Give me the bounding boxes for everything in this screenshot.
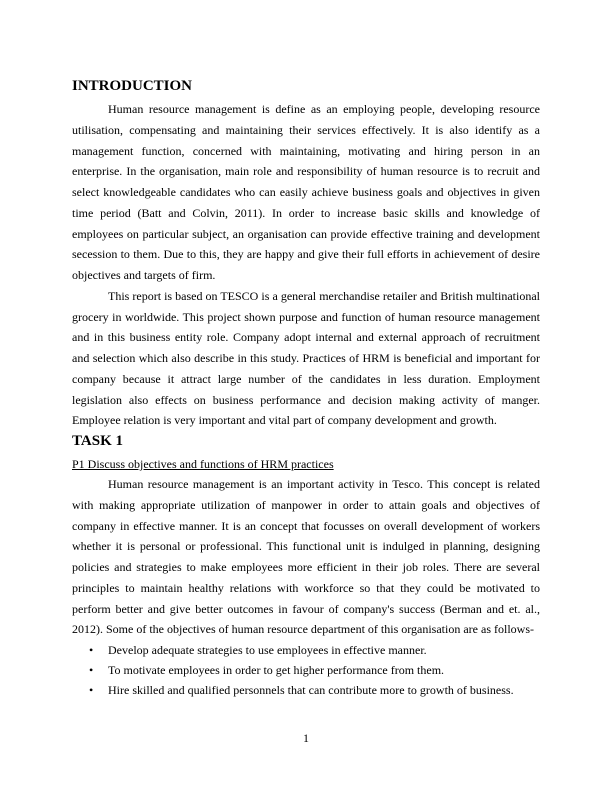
introduction-heading: INTRODUCTION — [72, 78, 193, 94]
list-item-text: To motivate employees in order to get higher performance from them. — [108, 663, 445, 677]
list-item-text: Develop adequate strategies to use employees in effective manner. — [108, 643, 427, 657]
bullet-icon: • — [89, 643, 94, 657]
task1-paragraph: Human resource management is an important activity in Tesco. This concept is related with making appropriate utilization of manpower in order to attain goals and objectives of company in effective manner. It is an concept that focusses on overall development of workers whether it is personal or professional. This functional unit is indulged in planning, designing policies and strategies to make employees more efficient in their job roles. There are several principles to maintain healthy relations with workforce so that they could be motivated to perform better and give better outcomes in favour of company's success (Berman and et. al., 2012). Some of the objectives of human resource department of this organisation are as follows- — [72, 477, 540, 637]
list-item — [72, 640, 540, 660]
list-item — [72, 680, 540, 700]
page-content — [72, 76, 540, 700]
objectives-list — [72, 640, 540, 700]
list-item — [72, 660, 540, 680]
list-item-text: Hire skilled and qualified personnels that can contribute more to growth of business. — [108, 683, 514, 697]
page-number: 1 — [303, 731, 309, 745]
task1-subheading: P1 Discuss objectives and functions of HRM practices — [72, 457, 334, 471]
task1-heading: TASK 1 — [72, 433, 123, 449]
bullet-icon: • — [89, 683, 94, 697]
introduction-paragraph-1: Human resource management is define as an employing people, developing resource utilisation, compensating and maintaining their services effectively. It is also identify as a management function, concerned with maintaining, motivating and hiring person in an enterprise. In the organisation, main role and responsibility of human resource is to recruit and select knowledgeable candidates who can easily achieve business goals and objectives in given time period (Batt and Colvin, 2011). In order to increase basic skills and knowledge of employees on particular subject, an organisation can provide effective training and development secession to them. Due to this, they are happy and give their full efforts in achievement of desire objectives and targets of firm. — [72, 102, 540, 282]
introduction-paragraph-2: This report is based on TESCO is a general merchandise retailer and British multinational grocery in worldwide. This project shown purpose and function of human resource management and in this business entity role. Company adopt internal and external approach of recruitment and selection which also describe in this study. Practices of HRM is beneficial and important for company because it attract large number of the candidates in less duration. Employment legislation also effects on business performance and decision making activity of manger. Employee relation is very important and vital part of company development and growth. — [72, 288, 540, 428]
bullet-icon: • — [89, 663, 94, 677]
